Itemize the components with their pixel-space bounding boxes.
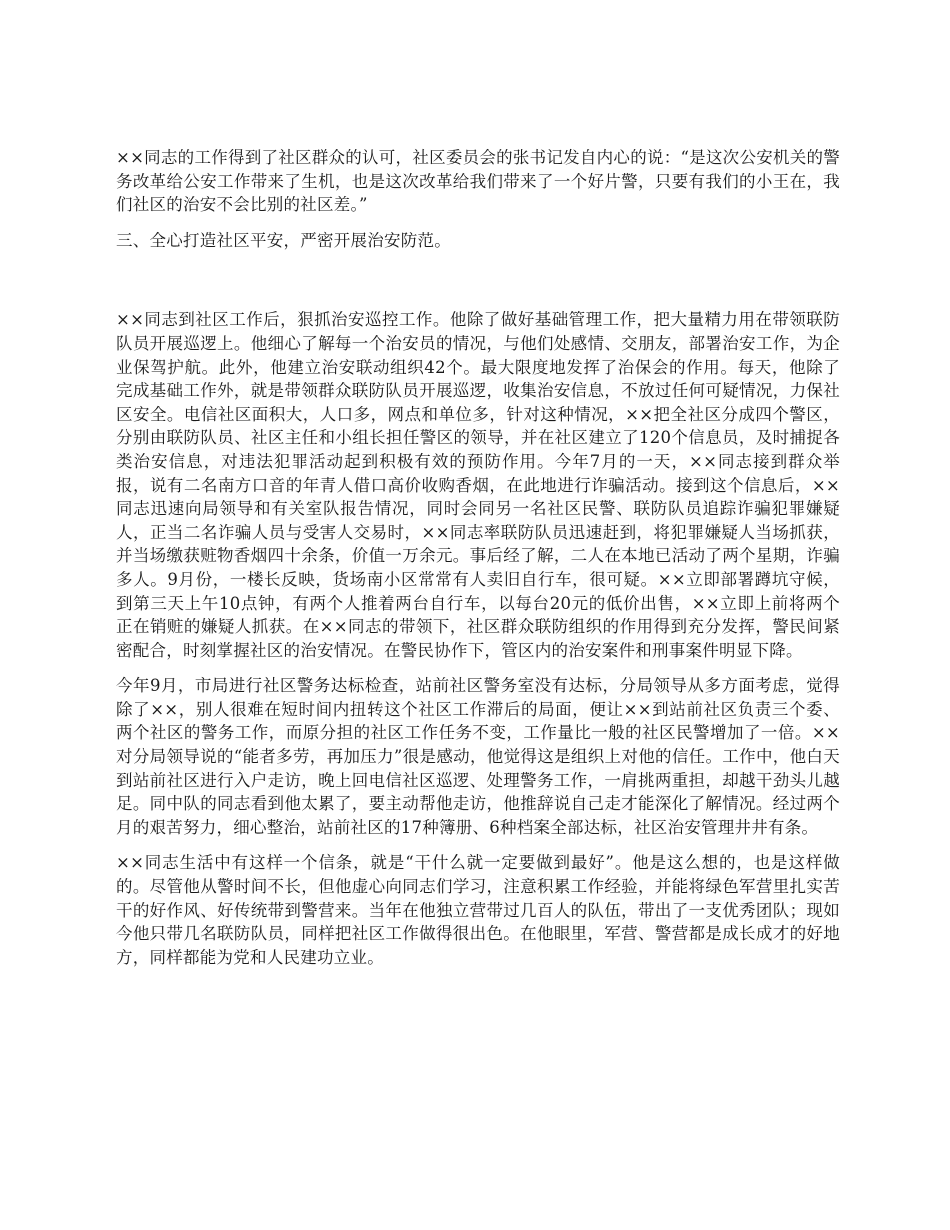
section-heading: 三、全心打造社区平安，严密开展治安防范。 — [116, 230, 451, 250]
paragraph-patrol-work: ××同志到社区工作后，狠抓治安巡控工作。他除了做好基础管理工作，把大量精力用在带领联防队员开展巡逻上。他细心了解每一个治安员的情况，与他们处感情、交朋友，部署治安工作，为企业保驾护航。此外，他建立治安联动组织42个。最大限度地发挥了治保会的作用。每天，他除了完成基础工作外，就是带领群众联防队员开展巡逻，收集治安信息，不放过任何可疑情况，力保社区安全。电信社区面积大，人口多，网点和单位多，针对这种情况，××把全社区分成四个警区，分别由联防队员、社区主任和小组长担任警区的领导，并在社区建立了120个信息员，及时捕捉各类治安信息，对违法犯罪活动起到积极有效的预防作用。今年7月的一天，××同志接到群众举报，说有二名南方口音的年青人借口高价收购香烟，在此地进行诈骗活动。接到这个信息后，××同志迅速向局领导和有关室队报告情况，同时会同另一名社区民警、联防队员追踪诈骗犯罪嫌疑人，正当二名诈骗人员与受害人交易时，××同志率联防队员迅速赶到，将犯罪嫌疑人当场抓获，并当场缴获赃物香烟四十余条，价值一万余元。事后经了解，二人在本地已活动了两个星期，诈骗多人。9月份，一楼长反映，货场南小区常常有人卖旧自行车，很可疑。××立即部署蹲坑守候，到第三天上午10点钟，有两个人推着两台自行车，以每台20元的低价出售，××立即上前将两个正在销赃的嫌疑人抓获。在××同志的带领下，社区群众联防组织的作用得到充分发挥，警民间紧密配合，时刻掌握社区的治安情况。在警民协作下，管区内的治安案件和刑事案件明显下降。 — [116, 310, 840, 660]
document-body — [116, 146, 840, 981]
paragraph-motto: ××同志生活中有这样一个信条，就是“干什么就一定要做到最好”。他是这么想的，也是这样做的。尽管他从警时间不长，但他虚心向同志们学习，注意积累工作经验，并能将绿色军营里扎实苦干的好作风、好传统带到警营来。当年在他独立营带过几百人的队伍，带出了一支优秀团队；现如今他只带几名联防队员，同样把社区工作做得很出色。在他眼里，军营、警营都是成长成才的好地方，同样都能为党和人民建功立业。 — [116, 853, 840, 967]
paragraph-intro-quote: ××同志的工作得到了社区群众的认可，社区委员会的张书记发自内心的说：“是这次公安机关的警务改革给公安工作带来了生机，也是这次改革给我们带来了一个好片警，只要有我们的小王在，我们社区的治安不会比别的社区差。” — [116, 148, 840, 215]
section-spacer — [116, 252, 840, 308]
paragraph-inspection: 今年9月，市局进行社区警务达标检查，站前社区警务室没有达标，分局领导从多方面考虑，觉得除了××，别人很难在短时间内扭转这个社区工作滞后的局面，便让××到站前社区负责三个委、两个社区的警务工作，而原分担的社区工作任务不变，工作量比一般的社区民警增加了一倍。××对分局领导说的“能者多劳，再加压力”很是感动，他觉得这是组织上对他的信任。工作中，他白天到站前社区进行入户走访，晚上回电信社区巡逻、处理警务工作，一肩挑两重担，却越干劲头儿越足。同中队的同志看到他太累了，要主动帮他走访，他推辞说自己走才能深化了解情况。经过两个月的艰苦努力，细心整治，站前社区的17种簿册、6种档案全部达标，社区治安管理井井有条。 — [116, 676, 840, 837]
